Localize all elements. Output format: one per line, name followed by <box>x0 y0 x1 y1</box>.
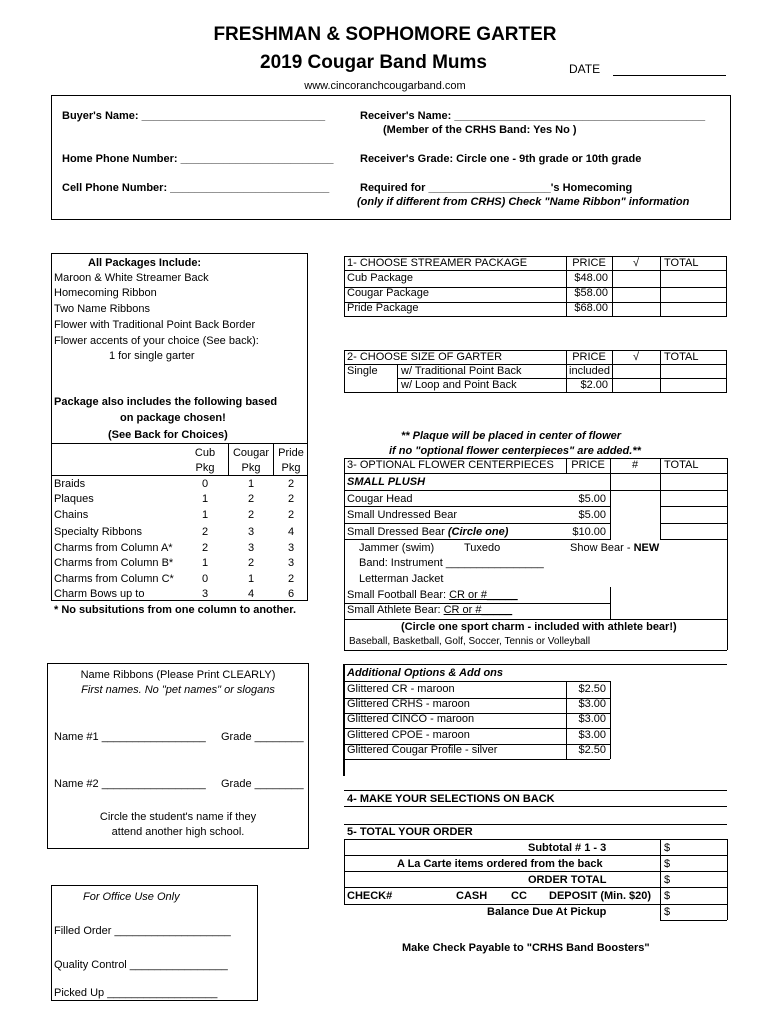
table-rule <box>660 839 661 920</box>
total-header: TOTAL <box>664 459 699 471</box>
receiver-name-field[interactable]: Receiver's Name: _________________________________________ <box>360 110 706 122</box>
name2-field[interactable]: Name #2 _________________ <box>54 778 206 790</box>
total-header: TOTAL <box>664 351 699 363</box>
addon-price: $2.50 <box>578 744 606 756</box>
table-rule <box>344 270 727 271</box>
order-total-label: ORDER TOTAL <box>528 874 607 886</box>
addon-option[interactable]: Glittered CINCO - maroon <box>347 713 475 725</box>
name1-field[interactable]: Name #1 _________________ <box>54 731 206 743</box>
table-row-label: Charms from Column A* <box>54 542 173 554</box>
table-row-label: Chains <box>54 509 89 521</box>
football-bear-row[interactable] <box>347 589 518 601</box>
table-row-label: Charms from Column B* <box>54 557 174 569</box>
table-rule <box>344 904 727 905</box>
addon-price: $3.00 <box>578 713 606 725</box>
streamer-price: $68.00 <box>574 302 608 314</box>
filled-order-field[interactable]: Filled Order ___________________ <box>54 925 231 937</box>
table-rule <box>344 664 727 665</box>
table-rule <box>344 650 727 651</box>
streamer-heading: 1- CHOOSE STREAMER PACKAGE <box>347 257 528 269</box>
table-cell: 0 <box>201 478 209 490</box>
package-also-line: Package also includes the following based <box>54 396 278 408</box>
order-total-amount[interactable]: $ <box>664 874 671 886</box>
centerpiece-price: $5.00 <box>578 509 606 521</box>
addon-price: $3.00 <box>578 698 606 710</box>
required-for-field[interactable]: Required for ____________________'s Homecoming <box>360 182 633 194</box>
package-item: Two Name Ribbons <box>54 303 150 315</box>
table-rule <box>660 350 661 393</box>
table-rule <box>397 364 398 393</box>
table-cell: 3 <box>201 588 209 600</box>
addon-option[interactable]: Glittered CPOE - maroon <box>347 729 470 741</box>
athlete-bear-label: Small Athlete Bear: <box>347 604 444 616</box>
col-header-text: Pkg <box>195 462 215 474</box>
table-cell: 3 <box>287 557 295 569</box>
table-rule <box>727 839 728 920</box>
sport-charm-note: (Circle one sport charm - included with athlete bear!) <box>401 621 677 633</box>
buyer-name-field[interactable]: Buyer's Name: ______________________________ <box>62 110 326 122</box>
football-bear-input[interactable]: CR or #_____ <box>449 589 518 601</box>
table-row-label: Plaques <box>54 493 94 505</box>
table-rule <box>727 458 728 650</box>
table-cell: 0 <box>201 573 209 585</box>
addon-option[interactable]: Glittered Cougar Profile - silver <box>347 744 498 756</box>
date-label: DATE <box>569 62 601 76</box>
small-plush-heading: SMALL PLUSH <box>347 476 426 488</box>
check-header: √ <box>632 351 640 363</box>
balance-amount[interactable]: $ <box>664 906 671 918</box>
receiver-grade[interactable]: Receiver's Grade: Circle one - 9th grade or 10th grade <box>360 153 642 165</box>
circle-note: Circle the student's name if they <box>99 811 257 823</box>
deposit-label: DEPOSIT (Min. $20) <box>549 890 652 902</box>
date-line[interactable] <box>613 75 726 76</box>
name-ribbons-sub: First names. No "pet names" or slogans <box>81 684 275 696</box>
table-cell: 4 <box>287 526 295 538</box>
table-rule <box>344 473 727 474</box>
table-rule <box>344 855 727 856</box>
table-cell: 2 <box>287 478 295 490</box>
deposit-amount[interactable]: $ <box>664 890 671 902</box>
table-rule <box>344 806 727 807</box>
table-rule <box>344 523 610 524</box>
streamer-price: $48.00 <box>574 272 608 284</box>
centerpiece-price: $5.00 <box>578 493 606 505</box>
streamer-price: $58.00 <box>574 287 608 299</box>
picked-up-field[interactable]: Picked Up __________________ <box>54 987 218 999</box>
member-line[interactable]: (Member of the CRHS Band: Yes No ) <box>383 124 577 136</box>
plaque-note: ** Plaque will be placed in center of flower <box>401 430 622 442</box>
option-jammer[interactable]: Jammer (swim) <box>359 542 435 554</box>
packages-heading: All Packages Include: <box>88 257 202 269</box>
centerpiece-option[interactable] <box>347 493 412 505</box>
home-phone-field[interactable]: Home Phone Number: _________________________ <box>62 153 334 165</box>
subtotal-label: Subtotal # 1 - 3 <box>528 842 607 854</box>
centerpiece-label: Cougar Head <box>347 493 413 505</box>
table-rule <box>610 681 611 759</box>
table-cell: 1 <box>201 509 209 521</box>
package-item: Flower accents of your choice (See back): <box>54 335 259 347</box>
cash-label[interactable]: CASH <box>456 890 488 902</box>
package-footnote: * No subsitutions from one column to another. <box>54 604 297 616</box>
addons-heading: Additional Options & Add ons <box>347 667 504 679</box>
col-header-text: Pkg <box>241 462 261 474</box>
addon-option[interactable]: Glittered CR - maroon <box>347 683 455 695</box>
addon-price: $3.00 <box>578 729 606 741</box>
payable-note: Make Check Payable to "CRHS Band Boosters" <box>402 942 650 954</box>
athlete-bear-input[interactable]: CR or #_____ <box>443 604 513 616</box>
table-row-label: Charm Bows up to <box>54 588 145 600</box>
table-cell: 3 <box>247 526 255 538</box>
table-rule <box>344 490 727 491</box>
table-rule <box>344 759 610 760</box>
grade2-field[interactable]: Grade ________ <box>221 778 304 790</box>
table-cell: 6 <box>287 588 295 600</box>
table-rule <box>660 920 727 921</box>
table-cell: 2 <box>287 509 295 521</box>
table-rule <box>344 790 727 791</box>
show-bear-label: Show Bear - <box>570 542 634 554</box>
centerpiece-price: $10.00 <box>572 526 606 538</box>
centerpieces-heading: 3- OPTIONAL FLOWER CENTERPIECES <box>347 459 554 471</box>
option-show-bear[interactable] <box>570 542 659 554</box>
table-cell: 1 <box>201 557 209 569</box>
size-option-loop[interactable]: w/ Loop and Point Back <box>401 379 517 391</box>
table-rule <box>344 681 610 682</box>
package-item: Flower with Traditional Point Back Border <box>54 319 256 331</box>
circle-one-note: (Circle one) <box>447 526 509 538</box>
package-also-line: on package chosen! <box>120 412 226 424</box>
table-cell: 2 <box>201 542 209 554</box>
circle-note: attend another high school. <box>111 826 245 838</box>
table-cell: 4 <box>247 588 255 600</box>
table-cell: 1 <box>201 493 209 505</box>
table-cell: 2 <box>201 526 209 538</box>
alacarte-label: A La Carte items ordered from the back <box>397 858 603 870</box>
name-ribbons-heading: Name Ribbons (Please Print CLEARLY) <box>80 669 276 681</box>
required-note: (only if different from CRHS) Check "Name Ribbon" information <box>357 196 690 208</box>
grade1-field[interactable]: Grade ________ <box>221 731 304 743</box>
option-tuxedo[interactable]: Tuxedo <box>464 542 501 554</box>
table-row-label: Braids <box>54 478 86 490</box>
plaque-note: if no "optional flower centerpieces" are added.** <box>389 445 641 457</box>
table-cell: 2 <box>247 493 255 505</box>
size-price: included <box>569 365 610 377</box>
size-price: $2.00 <box>580 379 608 391</box>
table-cell: 3 <box>247 542 255 554</box>
option-band-instrument[interactable]: Band: Instrument ________________ <box>359 557 544 569</box>
streamer-option[interactable]: Cougar Package <box>347 287 429 299</box>
table-rule <box>660 539 727 540</box>
table-cell: 1 <box>247 573 255 585</box>
price-header: PRICE <box>571 459 605 471</box>
table-rule <box>660 506 727 507</box>
table-rule <box>344 458 345 650</box>
streamer-option[interactable]: Cub Package <box>347 272 414 284</box>
col-header-text: Cougar <box>232 447 270 459</box>
table-cell: 2 <box>287 493 295 505</box>
cc-label[interactable]: CC <box>511 890 527 902</box>
centerpiece-label: Small Undressed Bear <box>347 509 458 521</box>
alacarte-amount[interactable]: $ <box>664 858 671 870</box>
sport-list: Baseball, Basketball, Golf, Soccer, Tennis or Volleyball <box>349 636 591 647</box>
addon-price: $2.50 <box>578 683 606 695</box>
table-rule <box>51 443 308 444</box>
quantity-header: # <box>631 459 639 471</box>
col-header-text: Pride <box>278 447 304 459</box>
table-rule <box>344 506 610 507</box>
table-rule <box>660 523 727 524</box>
col-header-text: Pkg <box>281 462 301 474</box>
package-item: Maroon & White Streamer Back <box>54 272 209 284</box>
table-cell: 3 <box>287 542 295 554</box>
form-title: FRESHMAN & SOPHOMORE GARTER <box>213 24 557 45</box>
size-option-traditional[interactable]: w/ Traditional Point Back <box>401 365 522 377</box>
new-badge: NEW <box>633 542 660 554</box>
centerpiece-label: Small Dressed Bear <box>347 526 448 538</box>
col-header-text: Cub <box>194 447 216 459</box>
football-bear-label: Small Football Bear: <box>347 589 450 601</box>
balance-label: Balance Due At Pickup <box>487 906 607 918</box>
col-header-pride <box>274 446 308 476</box>
table-cell: 1 <box>247 478 255 490</box>
check-header: √ <box>632 257 640 269</box>
package-also-line: (See Back for Choices) <box>108 429 228 441</box>
centerpiece-option[interactable] <box>347 526 508 538</box>
package-item: Homecoming Ribbon <box>54 287 157 299</box>
table-cell: 2 <box>287 573 295 585</box>
table-rule <box>344 871 727 872</box>
selections-heading: 4- MAKE YOUR SELECTIONS ON BACK <box>347 793 555 805</box>
table-row-label: Charms from Column C* <box>54 573 174 585</box>
quality-control-field[interactable]: Quality Control ________________ <box>54 959 228 971</box>
option-letterman[interactable]: Letterman Jacket <box>359 573 444 585</box>
streamer-option[interactable]: Pride Package <box>347 302 419 314</box>
table-cell: 2 <box>247 557 255 569</box>
col-header-cub <box>185 446 225 476</box>
size-single-label: Single <box>347 365 378 377</box>
table-row-label: Specialty Ribbons <box>54 526 143 538</box>
price-header: PRICE <box>572 351 606 363</box>
price-header: PRICE <box>572 257 606 269</box>
table-rule <box>344 619 727 620</box>
table-rule <box>344 887 727 888</box>
col-header-cougar <box>229 446 273 476</box>
table-rule <box>344 824 727 825</box>
table-rule <box>660 458 661 540</box>
office-heading: For Office Use Only <box>83 891 180 903</box>
subtotal-amount[interactable]: $ <box>664 842 671 854</box>
table-cell: 2 <box>247 509 255 521</box>
size-heading: 2- CHOOSE SIZE OF GARTER <box>347 351 503 363</box>
total-order-heading: 5- TOTAL YOUR ORDER <box>347 826 473 838</box>
table-rule <box>51 600 308 601</box>
table-rule <box>610 587 611 619</box>
cell-phone-field[interactable]: Cell Phone Number: __________________________ <box>62 182 330 194</box>
athlete-bear-row[interactable] <box>347 604 512 616</box>
table-rule <box>344 539 610 540</box>
single-garter-note: 1 for single garter <box>109 350 195 362</box>
check-label[interactable]: CHECK# <box>347 890 393 902</box>
centerpiece-option[interactable] <box>347 509 457 521</box>
total-header: TOTAL <box>664 257 699 269</box>
form-subtitle: 2019 Cougar Band Mums <box>260 52 487 73</box>
addon-option[interactable]: Glittered CRHS - maroon <box>347 698 470 710</box>
table-rule <box>344 839 727 840</box>
website: www.cincoranchcougarband.com <box>304 80 466 92</box>
